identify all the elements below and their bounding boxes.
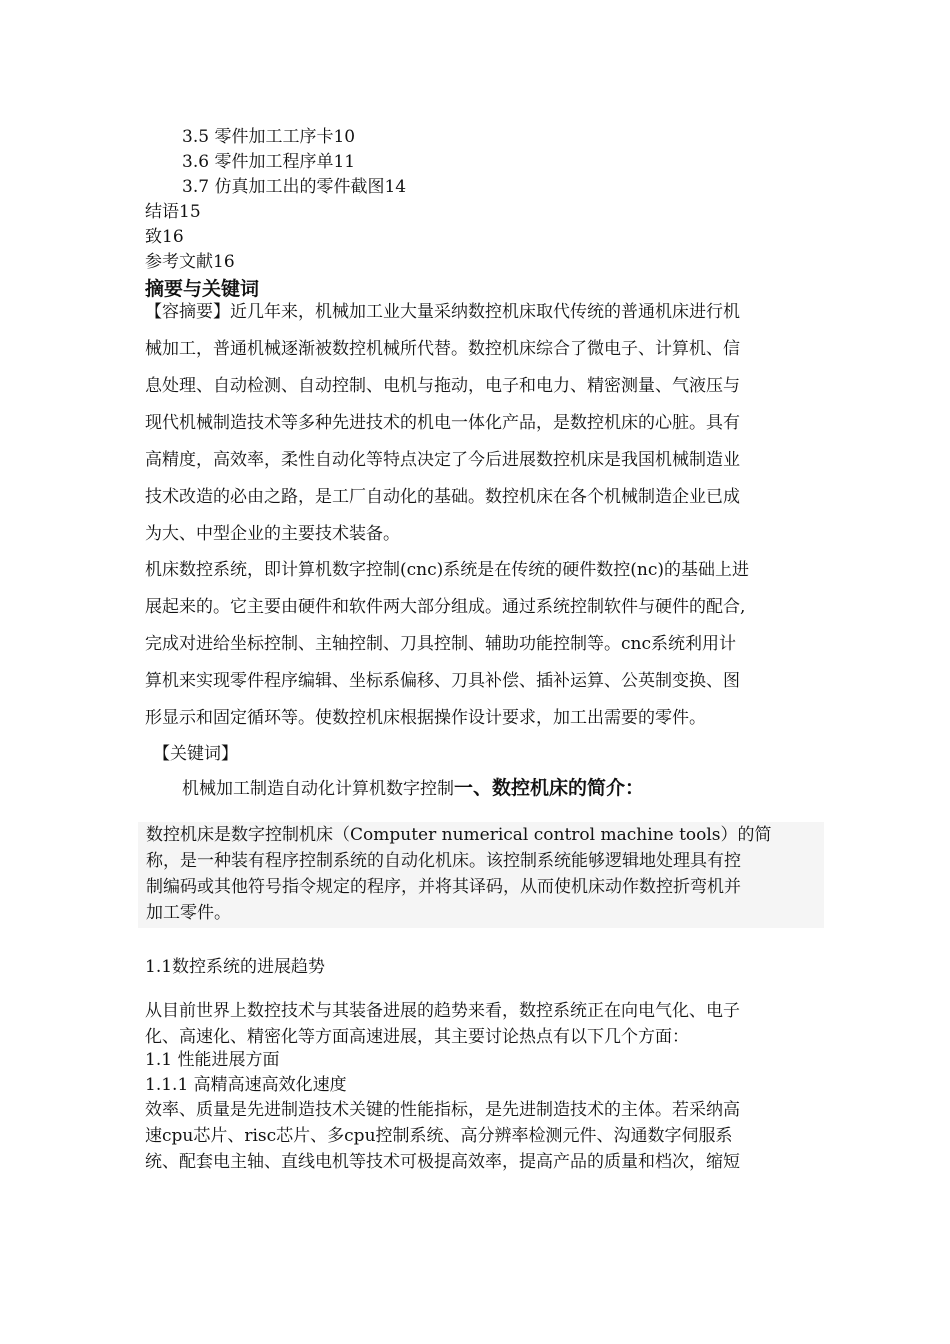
section-title: 一、数控机床的简介： [454, 777, 645, 799]
keywords-text: 机械加工制造自动化计算机数字控制 [182, 779, 454, 799]
abstract-line: 【容摘要】近几年来，机械加工业大量采纳数控机床取代传统的普通机床进行机 [145, 302, 740, 322]
performance-line: 效率、质量是先进制造技术关键的性能指标，是先进制造技术的主体。若采纳高 [145, 1100, 740, 1120]
abstract-line: 息处理、自动检测、自动控制、电机与拖动，电子和电力、精密测量、气液压与 [145, 376, 740, 396]
performance-line: 统、配套电主轴、直线电机等技术可极提高效率，提高产品的质量和档次，缩短 [145, 1152, 740, 1172]
intro-line: 数控机床是数字控制机床（Computer numerical control machine tools）的简 [146, 825, 772, 845]
cnc-paragraph [145, 557, 830, 742]
toc-item: 3.5 零件加工工序卡10 [182, 127, 356, 147]
intro-block [138, 822, 824, 928]
keywords-label: 【关键词】 [153, 744, 238, 764]
abstract-paragraph [145, 299, 830, 558]
cnc-line: 算机来实现零件程序编辑、坐标系偏移、刀具补偿、插补运算、公英制变换、图 [145, 671, 740, 691]
trend-line: 从目前世界上数控技术与其装备进展的趋势来看，数控系统正在向电气化、电子 [145, 1001, 740, 1021]
toc-item: 结语15 [145, 202, 201, 222]
performance-paragraph [145, 1097, 830, 1175]
abstract-line: 高精度，高效率，柔性自动化等特点决定了今后进展数控机床是我国机械制造业 [145, 450, 740, 470]
abstract-heading: 摘要与关键词 [145, 278, 260, 300]
trend-line: 化、高速化、精密化等方面高速进展，其主要讨论热点有以下几个方面： [145, 1027, 689, 1047]
abstract-line: 技术改造的必由之路，是工厂自动化的基础。数控机床在各个机械制造企业已成 [145, 487, 740, 507]
intro-line: 制编码或其他符号指令规定的程序，并将其译码，从而使机床动作数控折弯机并 [146, 877, 741, 897]
performance-line: 速cpu芯片、risc芯片、多cpu控制系统、高分辨率检测元件、沟通数字伺服系 [145, 1126, 733, 1146]
intro-line: 加工零件。 [146, 903, 231, 923]
trend-heading: 1.1数控系统的进展趋势 [145, 957, 326, 977]
trend-paragraph [145, 998, 830, 1050]
toc-item: 致16 [145, 227, 184, 247]
cnc-line: 展起来的。它主要由硬件和软件两大部分组成。通过系统控制软件与硬件的配合, [145, 597, 746, 617]
cnc-line: 机床数控系统，即计算机数字控制(cnc)系统是在传统的硬件数控(nc)的基础上进 [145, 560, 749, 580]
subsection-heading: 1.1 性能进展方面 [145, 1050, 280, 1070]
subsubsection-heading: 1.1.1 高精高速高效化速度 [145, 1075, 347, 1095]
abstract-line: 为大、中型企业的主要技术装备。 [145, 524, 400, 544]
abstract-line: 现代机械制造技术等多种先进技术的机电一体化产品，是数控机床的心脏。具有 [145, 413, 740, 433]
toc-item: 3.6 零件加工程序单11 [182, 152, 356, 172]
toc-item: 3.7 仿真加工出的零件截图14 [182, 177, 407, 197]
intro-line: 称，是一种装有程序控制系统的自动化机床。该控制系统能够逻辑地处理具有控 [146, 851, 741, 871]
toc-item: 参考文献16 [145, 252, 235, 272]
cnc-line: 完成对进给坐标控制、主轴控制、刀具控制、辅助功能控制等。cnc系统利用计 [145, 634, 736, 654]
cnc-line: 形显示和固定循环等。使数控机床根据操作设计要求，加工出需要的零件。 [145, 708, 706, 728]
abstract-line: 械加工，普通机械逐渐被数控机械所代替。数控机床综合了微电子、计算机、信 [145, 339, 740, 359]
keywords-line [182, 778, 644, 799]
